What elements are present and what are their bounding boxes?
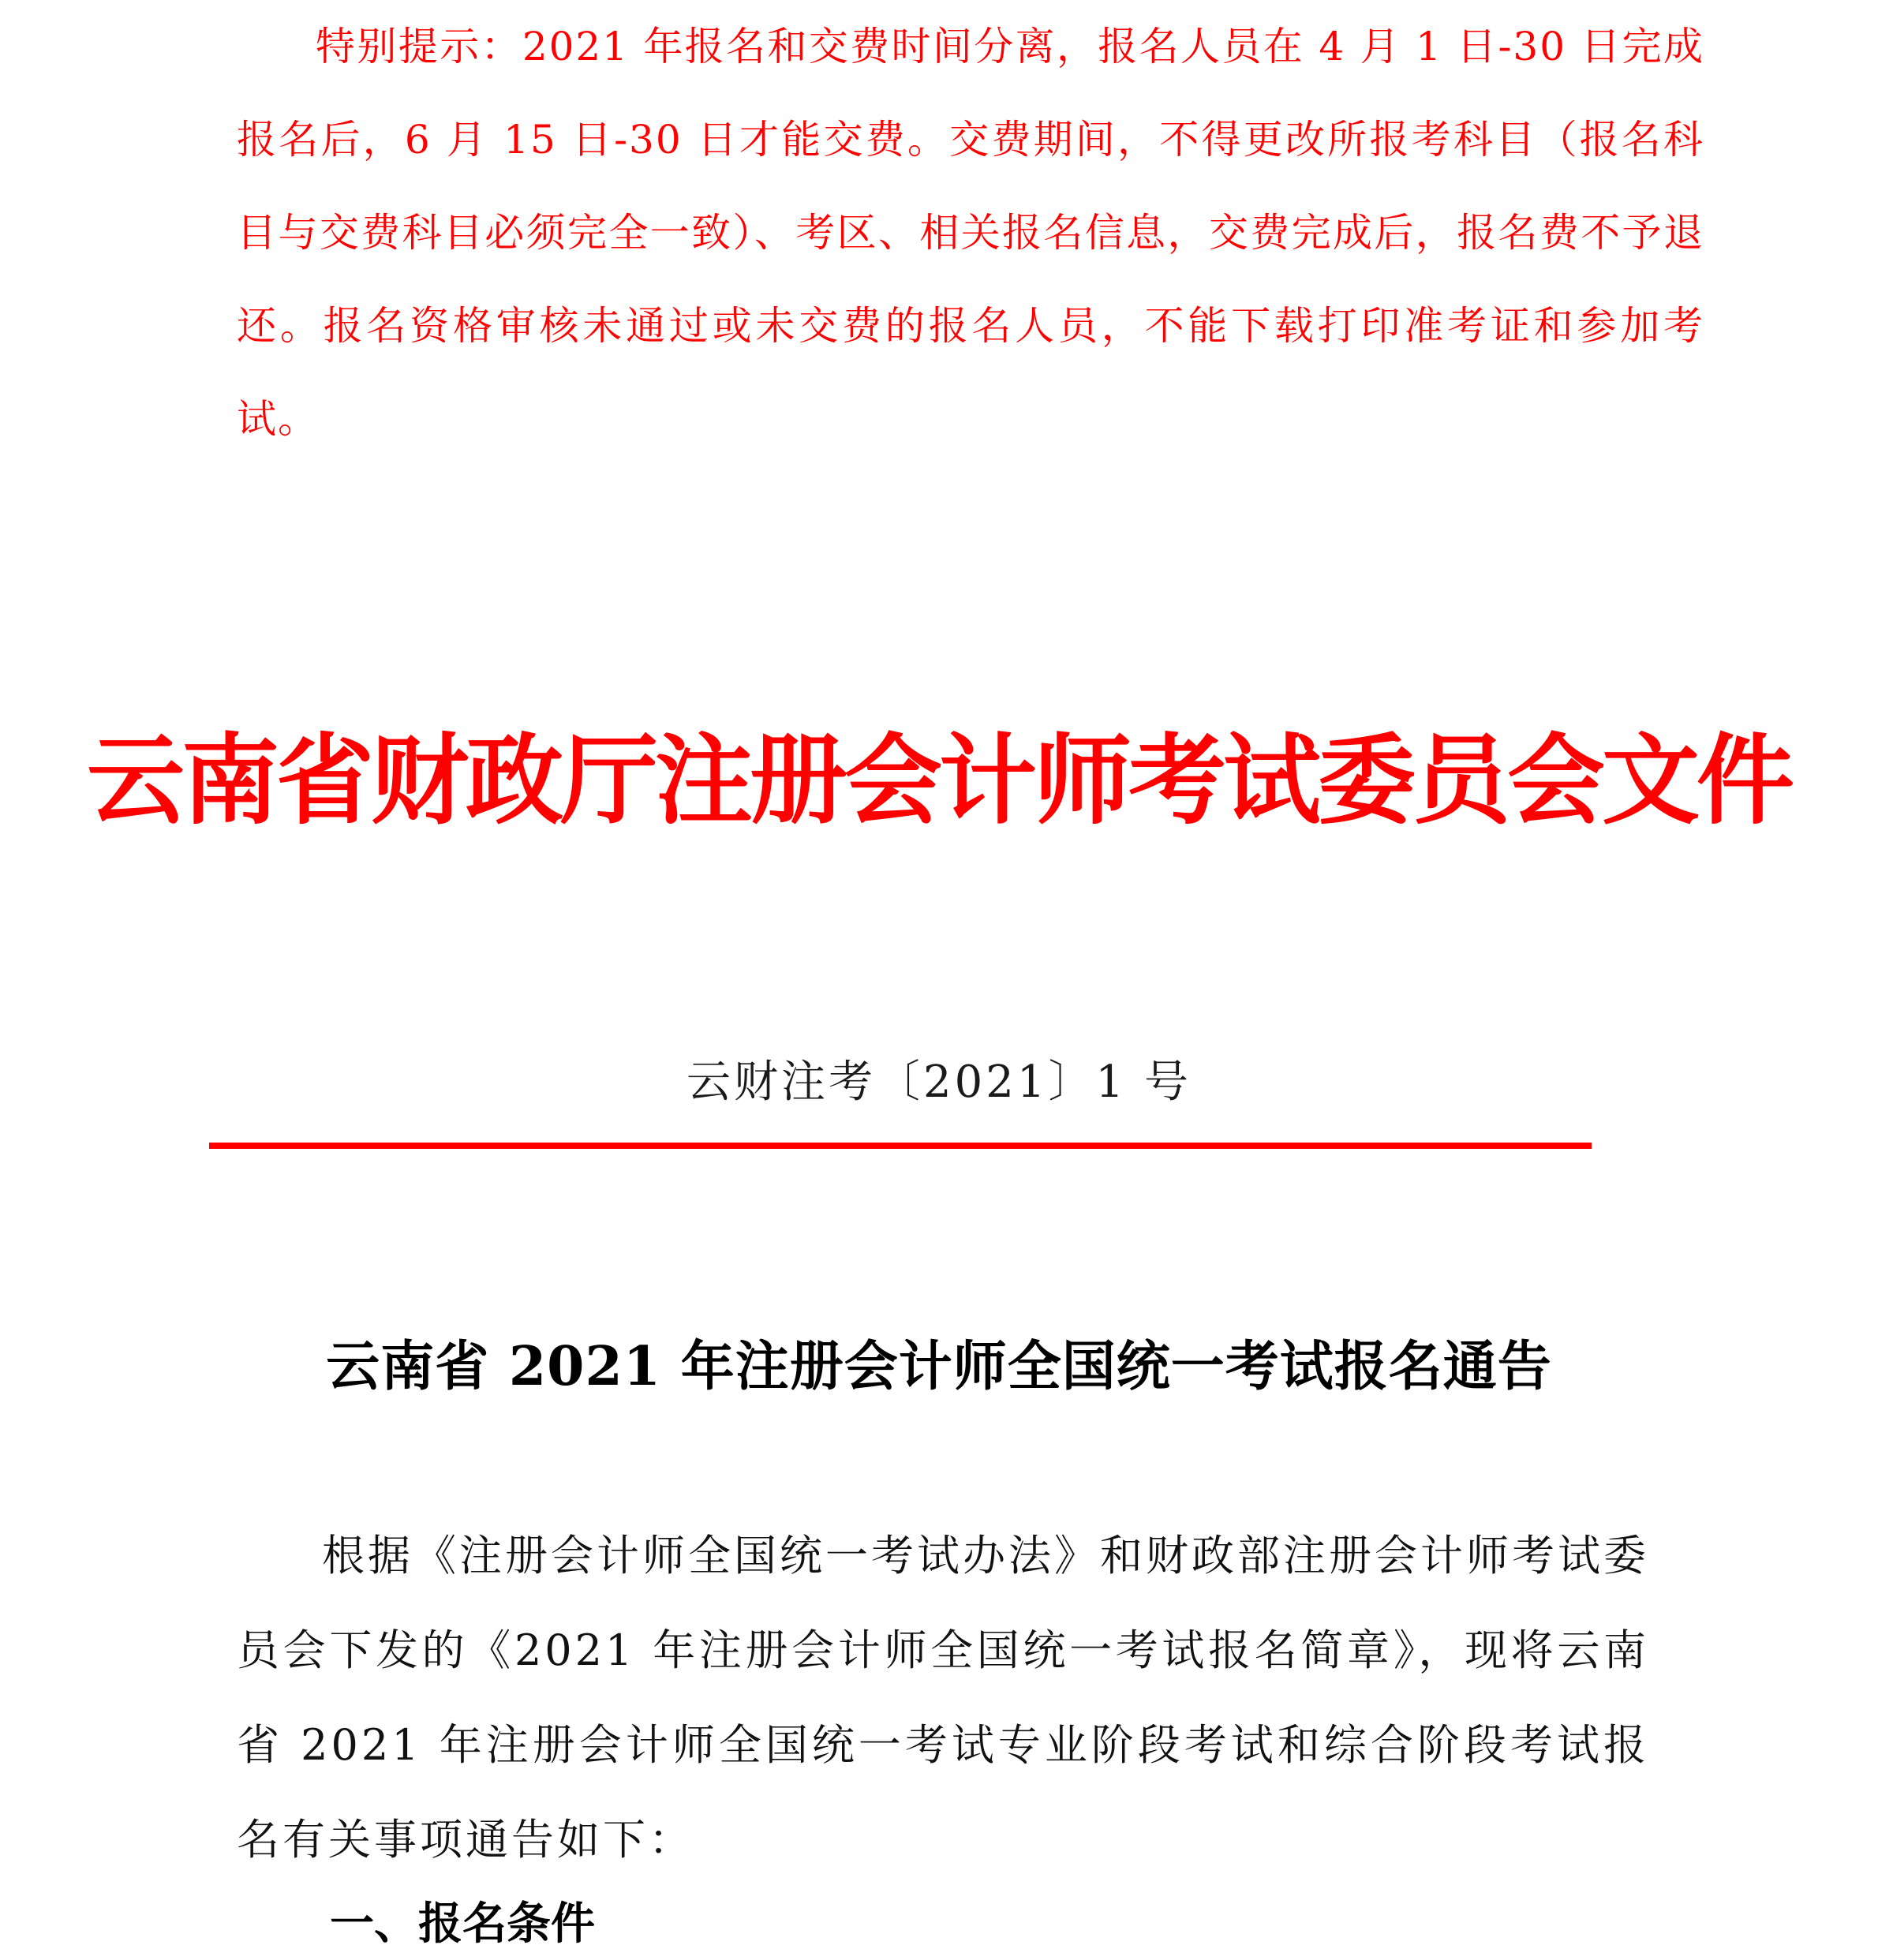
red-divider-line: [209, 1143, 1592, 1149]
special-notice: 特别提示：2021 年报名和交费时间分离，报名人员在 4 月 1 日-30 日完成报名后，6 月 15 日-30 日才能交费。交费期间，不得更改所报考科目（报名科目与交费科目必须完全一致）、考区、相关报名信息，交费完成后，报名费不予退还。报名资格审核未通过或未交费的报名人员，不能下载打印准考证和参加考试。: [237, 24, 1704, 442]
document-masthead: 云南省财政厅注册会计师考试委员会文件: [86, 724, 1791, 838]
section-heading-registration-conditions: 一、报名条件: [330, 1898, 595, 1950]
document-number: 云财注考〔2021〕1 号: [686, 1057, 1192, 1108]
announcement-title: 云南省 2021 年注册会计师全国统一考试报名通告: [326, 1335, 1552, 1398]
announcement-paragraph: 根据《注册会计师全国统一考试办法》和财政部注册会计师考试委员会下发的《2021 年注册会计师全国统一考试报名简章》，现将云南省 2021 年注册会计师全国统一考试专业阶段考试和综合阶段考试报名有关事项通告如下：: [237, 1531, 1649, 1865]
